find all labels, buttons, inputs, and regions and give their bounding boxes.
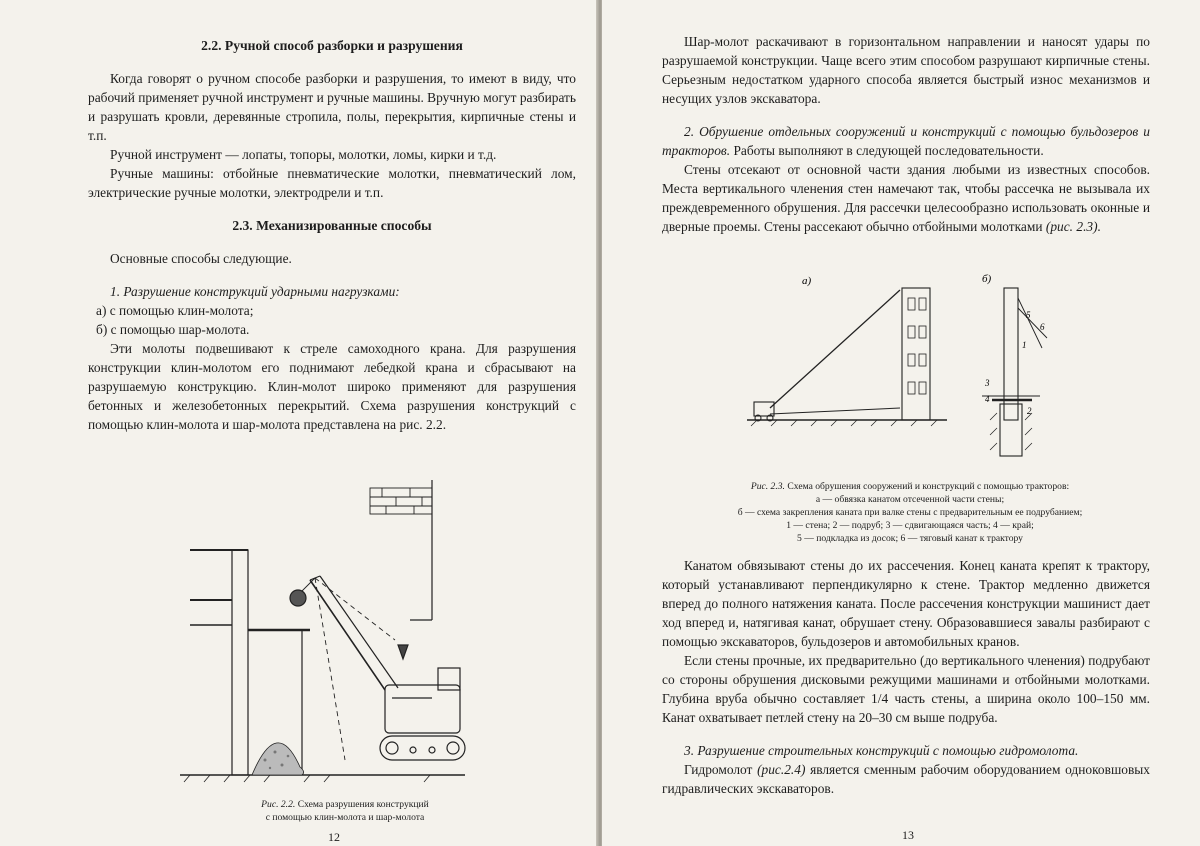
caption-label: Рис. 2.3. (750, 481, 785, 492)
figure-2-2 (170, 470, 470, 800)
paragraph: Эти молоты подвешивают к стреле самоходного крана. Для разрушения конструкции клин-молотом его поднимают лебедкой крана и сбрасывают на разрушаемую конструкцию. Клин-молот широко применяют для разрушения бетонных и железобетонных перекрытий. Схема разрушения конструкций с помощью клин-молота и шар-молота представлена на рис. 2.2. (88, 341, 576, 432)
paragraph: Когда говорят о ручном способе разборки и разрушения, то имеют в виду, что рабочий применяет ручной инструмент и ручные машины. Вручную могут разбирать и разрушать кровли, деревянные стропила, полы, перекрытия, кирпичные стены и т.п. (88, 71, 576, 143)
label-6: 6 (1040, 322, 1045, 332)
label-b: б) (982, 273, 992, 285)
caption-text: с помощью клин-молота и шар-молота (265, 812, 425, 823)
caption-text: 1 — стена; 2 — подруб; 3 — сдвигающаяся часть; 4 — край; (786, 520, 1034, 531)
label-4: 4 (985, 394, 990, 404)
label-a: а) (802, 275, 812, 287)
list-title-rest: Работы выполняют в следующей последовательности. (733, 143, 1044, 158)
caption-label: Рис. 2.2. (261, 799, 296, 810)
list-item: б) с помощью шар-молота. (96, 322, 250, 337)
list-title (662, 122, 1150, 160)
paragraph: Если стены прочные, их предварительно (до вертикального членения) подрубают со стороны обрушения дисковыми режущими машинами и отбойными молотками. Глубина вруба обычно составляет 1/4 часть стены, а ширина около 100–150 мм. Канат охватывает петлей стену на 20–30 см выше подруба. (662, 653, 1150, 725)
page-number-right: 13 (902, 828, 914, 842)
caption-text: б — схема закрепления каната при валке стены с предварительным ее подрубанием; (737, 507, 1083, 518)
paragraph-text: является сменным рабочим оборудованием одноковшовых гидравлических экскаваторов. (662, 762, 1150, 796)
list-item: а) с помощью клин-молота; (96, 303, 254, 318)
heading-2-3: 2.3. Механизированные способы (232, 218, 432, 233)
list-title: 3. Разрушение строительных конструкций с помощью гидромолота. (684, 743, 1079, 758)
figure-reference: (рис.2.4) (757, 762, 806, 777)
caption-text: Схема обрушения сооружений и конструкций с помощью тракторов: (787, 481, 1070, 492)
paragraph-text: Гидромолот (684, 762, 753, 777)
list-title: 1. Разрушение конструкций ударными нагрузками: (110, 284, 400, 299)
list-title-italic: 2. Обрушение отдельных сооружений и конструкций с помощью бульдозеров и тракторов. (662, 124, 1150, 158)
paragraph: Канатом обвязывают стены до их рассечения. Конец каната крепят к трактору, который устанавливают перпендикулярно к стене. Трактор медленно движется вперед до полного натяжения каната. После рассечения конструкции машинист дает ход вперед и, натягивая канат, обрушает стену. Образовавшиеся завалы разбирают с помощью экскаваторов, бульдозеров и автомобильных кранов. (662, 558, 1150, 649)
crane-demolition-drawing (170, 470, 470, 800)
right-text-block-lower (662, 556, 1150, 798)
right-text-block (662, 32, 1150, 236)
label-3: 3 (985, 378, 990, 388)
caption-text: Схема разрушения конструкций (297, 799, 429, 810)
paragraph (662, 760, 1150, 798)
caption-text: 5 — подкладка из досок; 6 — тяговый канат к трактору (797, 533, 1023, 544)
label-1: 1 (1022, 340, 1027, 350)
left-text-block (88, 36, 576, 434)
label-5: 5 (1026, 310, 1031, 320)
paragraph: Шар-молот раскачивают в горизонтальном направлении и наносят удары по разрушаемой конструкции. Чаще всего этим способом разрушают кирпичные стены. Серьезным недостатком ударного способа является быстрый износ механизмов и несущих узлов экскаватора. (662, 34, 1150, 106)
page-left (0, 0, 598, 846)
paragraph (662, 160, 1150, 236)
heading-2-2: 2.2. Ручной способ разборки и разрушения (201, 38, 463, 53)
paragraph-text: Стены отсекают от основной части здания любыми из известных способов. Места вертикального членения стен намечают так, чтобы рассечка не вызывала их преждевременного обрушения. Для рассечки целесообразно использовать оконные и дверные проемы. Стены рассекают обычно отбойными молотками (662, 162, 1150, 234)
figure-reference: (рис. 2.3). (1045, 219, 1101, 234)
paragraph: Ручной инструмент — лопаты, топоры, молотки, ломы, кирки и т.д. (110, 147, 497, 162)
label-2: 2 (1027, 406, 1032, 416)
paragraph: Ручные машины: отбойные пневматические молотки, пневматический лом, электрические ручные молотки, электродрели и т.п. (88, 166, 576, 200)
tractor-demolition-drawing (742, 268, 1052, 473)
caption-text: а — обвязка канатом отсеченной части стены; (815, 494, 1005, 505)
figure-2-3 (742, 268, 1052, 473)
paragraph: Основные способы следующие. (110, 251, 292, 266)
figure-2-2-caption (200, 798, 490, 824)
figure-2-3-caption (690, 480, 1130, 545)
page-number-left: 12 (328, 830, 340, 844)
page-right (602, 0, 1200, 846)
